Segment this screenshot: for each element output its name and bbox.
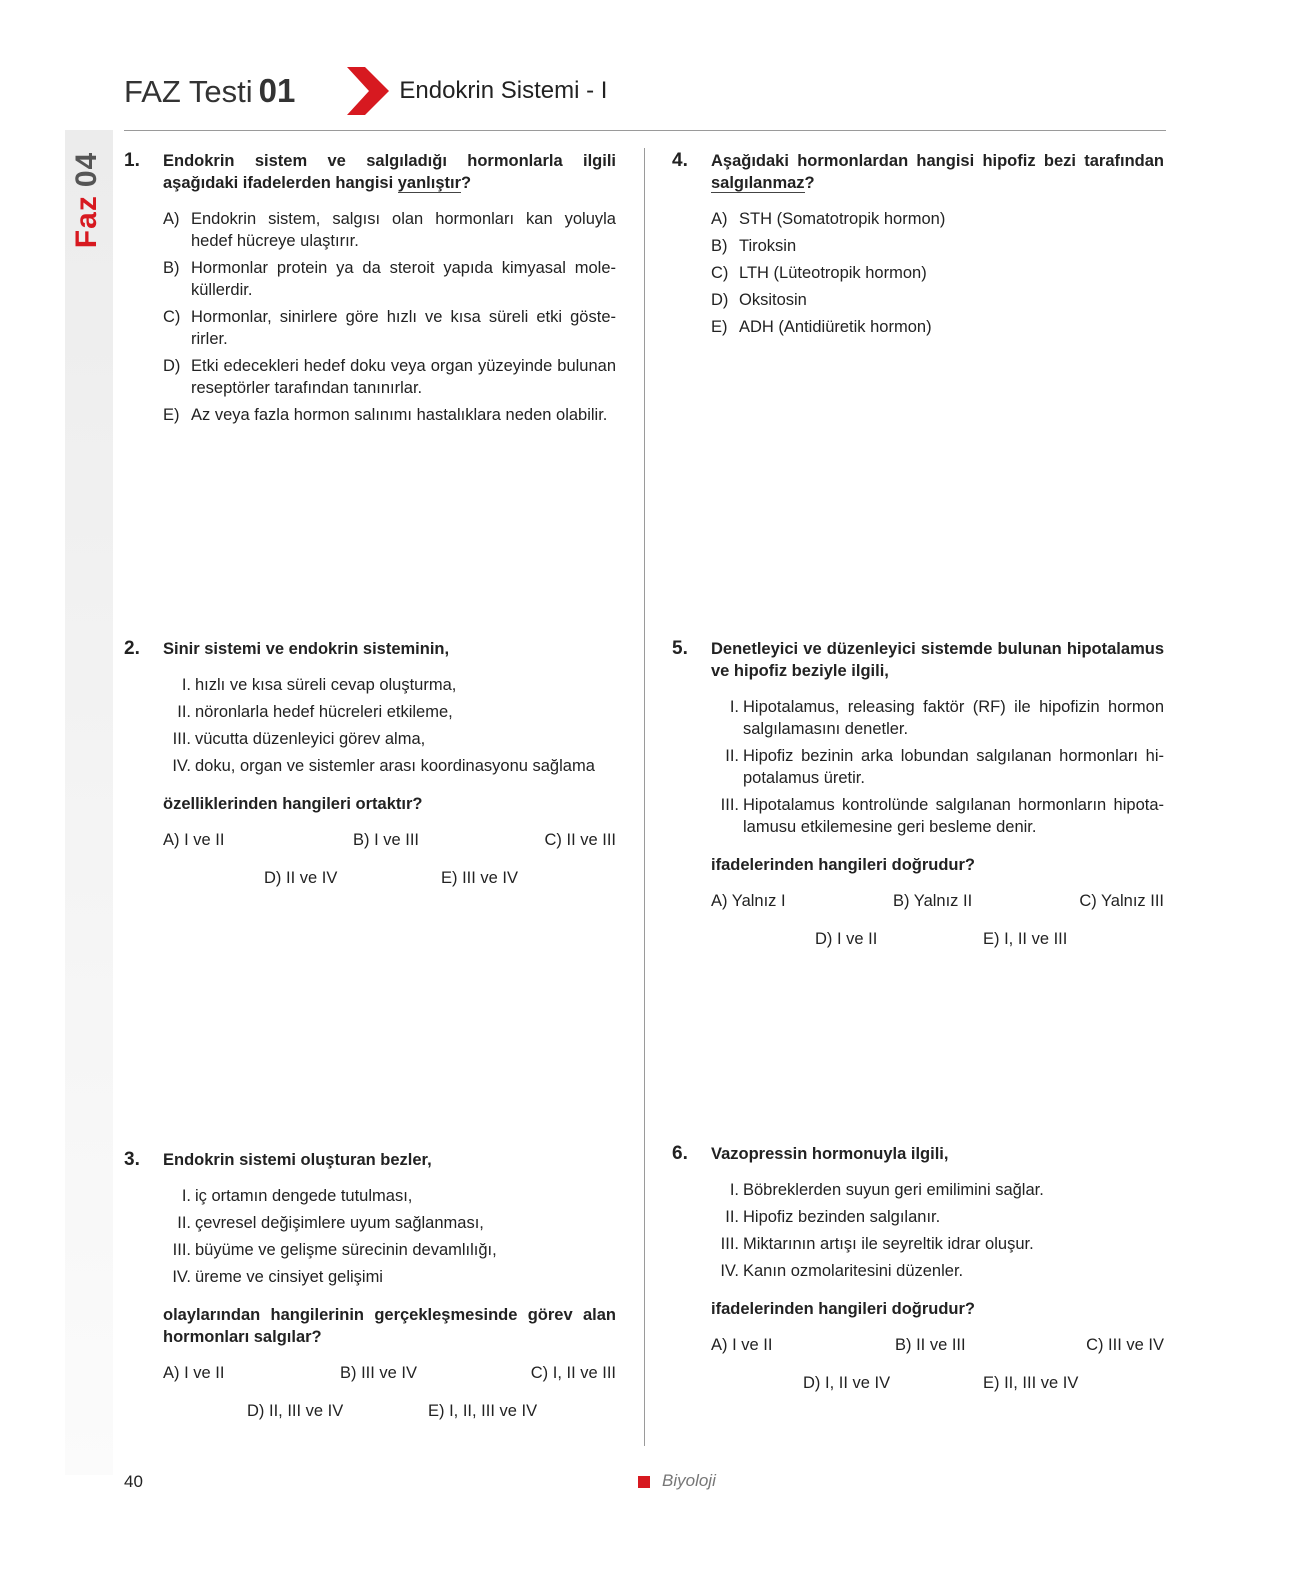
side-tab-number: 04 (70, 151, 103, 188)
list-item: IV. Kanın ozmolaritesini düzenler. (720, 1262, 964, 1280)
question-1 (124, 150, 616, 431)
option-d[interactable]: D) Oksitosin (711, 291, 807, 309)
option-b[interactable]: B) Hormonlar protein ya da steroit yapıda kimyasal moleküllerdir. (163, 259, 616, 299)
option-e[interactable]: E) Az veya fazla hormon salınımı hastalıklara neden olabilir. (163, 406, 608, 424)
list-item: II. Hipofiz bezinin arka lobundan salgılanan hormonları hipotalamus üretir. (725, 747, 1164, 787)
column-divider (644, 148, 645, 1446)
side-strip (65, 130, 113, 1475)
question-number: 3. (124, 1149, 140, 1170)
side-tab-faz: Faz (70, 195, 103, 249)
option-a[interactable]: A) Endokrin sistem, salgısı olan hormonları kan yoluyla hedef hücreye ulaştırır. (163, 210, 616, 250)
question-number: 4. (672, 150, 688, 171)
answer-e[interactable]: E) III ve IV (441, 869, 519, 887)
question-stem: Aşağıdaki hormonlardan hangisi hipofiz bezi tarafından salgılanmaz? (711, 152, 1164, 192)
answer-row (711, 882, 1164, 920)
option-a[interactable]: A) STH (Somatotropik hormon) (711, 210, 946, 228)
answer-b[interactable]: B) I ve III (353, 831, 420, 849)
answer-e[interactable]: E) I, II, III ve IV (428, 1402, 538, 1420)
question-5 (672, 638, 1164, 958)
question-prompt: ifadelerinden hangileri doğrudur? (711, 1300, 976, 1318)
list-item: I. iç ortamın dengede tutulması, (181, 1187, 413, 1205)
option-b[interactable]: B) Tiroksin (711, 237, 797, 255)
answer-row (711, 1364, 1164, 1402)
answer-row (163, 821, 616, 859)
list-item: III. Hipotalamus kontrolünde salgılanan hormonların hipotalamusu etkilemesine geri besleme denir. (720, 796, 1164, 836)
question-number: 1. (124, 150, 140, 171)
page-header (124, 66, 607, 116)
list-item: III. vücutta düzenleyici görev alma, (172, 730, 426, 748)
option-c[interactable]: C) Hormonlar, sinirlere göre hızlı ve kısa süreli etki gösterirler. (163, 308, 616, 348)
question-stem: Denetleyici ve düzenleyici sistemde bulunan hipotalamus ve hipofiz beziyle ilgili, (711, 640, 1164, 680)
answer-row (711, 1326, 1164, 1364)
question-stem: Sinir sistemi ve endokrin sisteminin, (163, 640, 450, 658)
question-prompt: olaylarından hangilerinin gerçekleşmesinde görev alan hormonları salgılar? (163, 1306, 616, 1346)
roman-items (163, 674, 616, 777)
answer-b[interactable]: B) III ve IV (340, 1364, 418, 1382)
roman-items (711, 696, 1164, 838)
emphasis-word: salgılanmaz (711, 174, 805, 192)
answer-c[interactable]: C) III ve IV (1086, 1336, 1164, 1354)
question-3 (124, 1149, 616, 1430)
answer-e[interactable]: E) I, II ve III (983, 930, 1068, 948)
answer-c[interactable]: C) I, II ve III (530, 1364, 616, 1382)
answer-d[interactable]: D) II, III ve IV (247, 1402, 344, 1420)
roman-items (163, 1185, 616, 1288)
list-item: I. hızlı ve kısa süreli cevap oluşturma, (181, 676, 457, 694)
answer-row (163, 1354, 616, 1392)
question-stem: Vazopressin hormonuyla ilgili, (711, 1145, 949, 1163)
answer-e[interactable]: E) II, III ve IV (983, 1374, 1079, 1392)
question-stem: Endokrin sistem ve salgıladığı hormonlarla ilgili aşağıdaki ifadelerden hangisi yanlıştır? (163, 152, 616, 192)
answer-row (163, 859, 616, 897)
list-item: III. büyüme ve gelişme sürecinin devamlılığı, (172, 1241, 497, 1259)
option-c[interactable]: C) LTH (Lüteotropik hormon) (711, 264, 927, 282)
side-tab-label (70, 150, 104, 250)
answer-a[interactable]: A) I ve II (163, 1364, 225, 1382)
answer-d[interactable]: D) I, II ve IV (803, 1374, 891, 1392)
answer-row (711, 920, 1164, 958)
question-prompt: özelliklerinden hangileri ortaktır? (163, 795, 423, 813)
answer-d[interactable]: D) II ve IV (264, 869, 338, 887)
question-number: 2. (124, 638, 140, 659)
test-title: FAZ Testi 01 (124, 72, 296, 109)
list-item: I. Hipotalamus, releasing faktör (RF) ile hipofizin hormon salgılamasını denetler. (729, 698, 1164, 738)
list-item: IV. doku, organ ve sistemler arası koordinasyonu sağlama (172, 757, 595, 775)
page-number: 40 (124, 1472, 143, 1491)
question-4 (672, 150, 1164, 343)
question-number: 5. (672, 638, 688, 659)
list-item: II. çevresel değişimlere uyum sağlanması, (177, 1214, 484, 1232)
options-list (711, 208, 1164, 338)
answer-d[interactable]: D) I ve II (815, 930, 878, 948)
test-subtitle: Endokrin Sistemi - I (399, 77, 608, 104)
emphasis-word: yanlıştır (397, 174, 462, 192)
subject-label: Biyoloji (662, 1471, 716, 1490)
list-item: II. nöronlarla hedef hücreleri etkileme, (177, 703, 453, 721)
answer-b[interactable]: B) Yalnız II (893, 892, 973, 910)
answer-c[interactable]: C) II ve III (544, 831, 616, 849)
list-item: III. Miktarının artışı ile seyreltik idrar oluşur. (720, 1235, 1034, 1253)
answer-c[interactable]: C) Yalnız III (1079, 892, 1164, 910)
question-stem: Endokrin sistemi oluşturan bezler, (163, 1151, 432, 1169)
test-number: 01 (258, 72, 296, 109)
question-number: 6. (672, 1143, 688, 1164)
header-rule (124, 130, 1166, 131)
options-list (163, 208, 616, 426)
answer-a[interactable]: A) I ve II (163, 831, 225, 849)
question-6 (672, 1143, 1164, 1402)
list-item: IV. üreme ve cinsiyet gelişimi (172, 1268, 383, 1286)
question-2 (124, 638, 616, 897)
option-e[interactable]: E) ADH (Antidiüretik hormon) (711, 318, 932, 336)
answer-a[interactable]: A) Yalnız I (711, 892, 786, 910)
list-item: II. Hipofiz bezinden salgılanır. (725, 1208, 941, 1226)
option-d[interactable]: D) Etki edecekleri hedef doku veya organ yüzeyinde bulunan reseptörler tarafından tanınırlar. (163, 357, 616, 397)
list-item: I. Böbreklerden suyun geri emilimini sağlar. (729, 1181, 1044, 1199)
roman-items (711, 1179, 1164, 1282)
answer-a[interactable]: A) I ve II (711, 1336, 773, 1354)
square-bullet-icon (638, 1476, 650, 1488)
question-prompt: ifadelerinden hangileri doğrudur? (711, 856, 976, 874)
answer-b[interactable]: B) II ve III (895, 1336, 966, 1354)
answer-row (163, 1392, 616, 1430)
chevron-right-icon (347, 67, 389, 115)
